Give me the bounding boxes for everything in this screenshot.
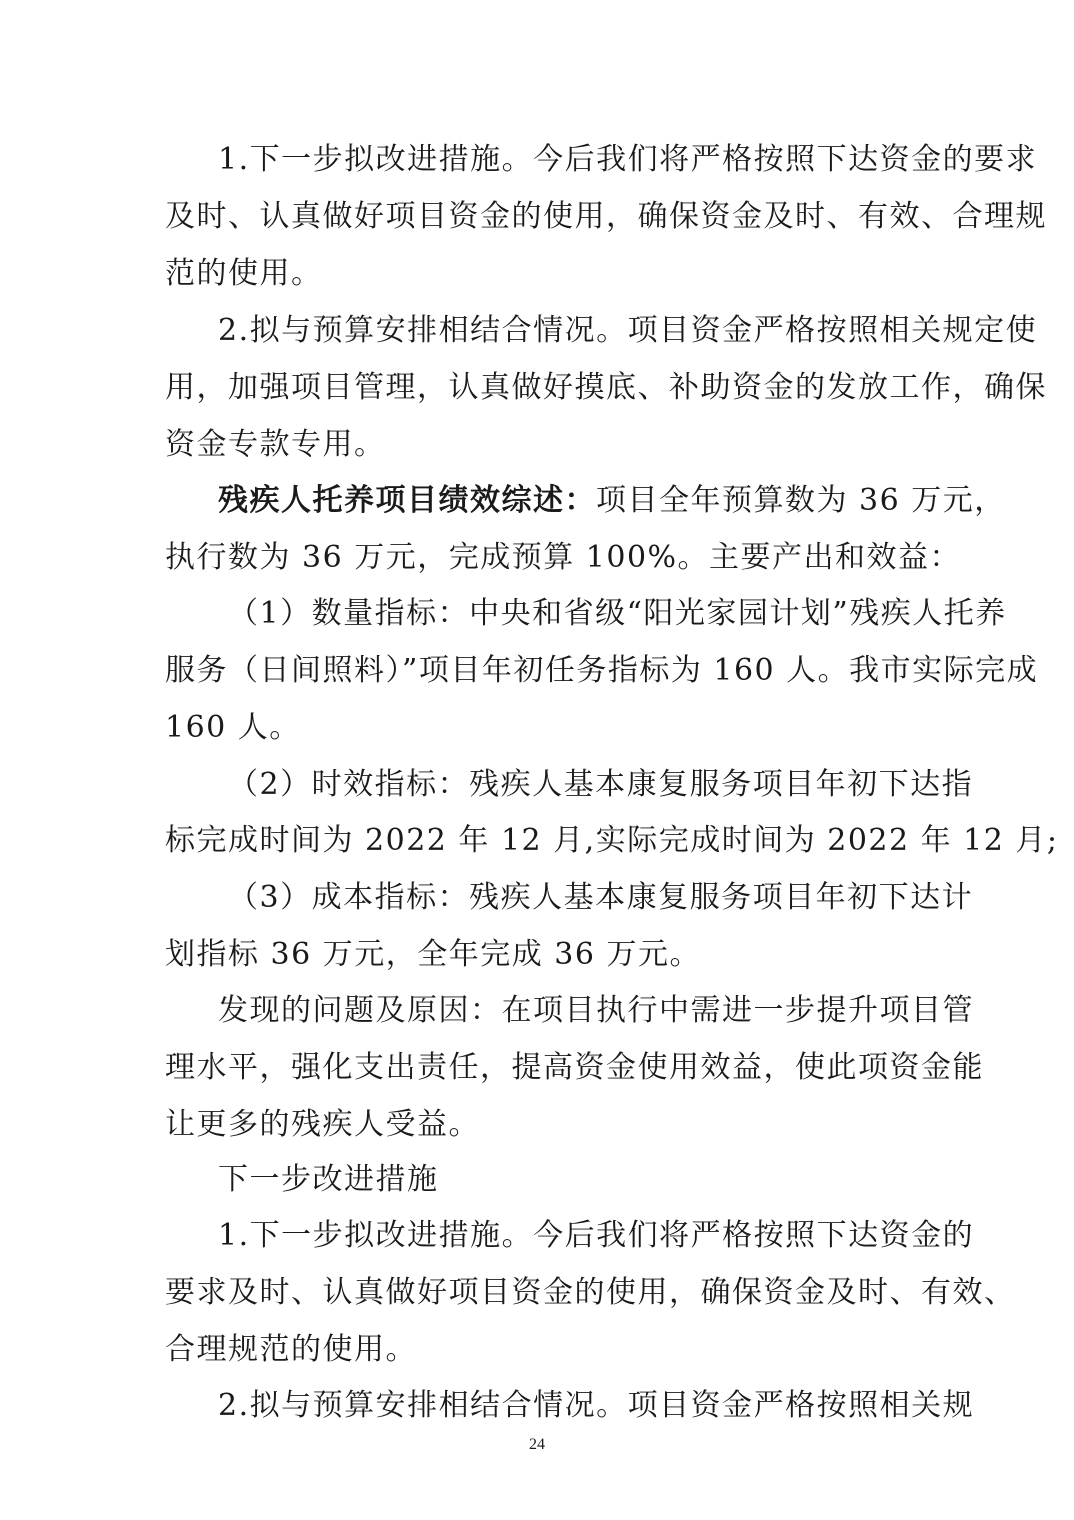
paragraph-line: 理水平，强化支出责任，提高资金使用效益，使此项资金能	[165, 1050, 984, 1085]
paragraph-line: 要求及时、认真做好项目资金的使用，确保资金及时、有效、	[165, 1275, 1016, 1310]
subheading: 下一步改进措施	[218, 1162, 439, 1197]
paragraph-line: 合理规范的使用。	[165, 1332, 417, 1367]
section-heading: 残疾人托养项目绩效综述：	[218, 483, 596, 518]
paragraph-line: 用，加强项目管理，认真做好摸底、补助资金的发放工作，确保	[165, 370, 1047, 405]
paragraph-line: 让更多的残疾人受益。	[165, 1107, 480, 1142]
paragraph-line: 及时、认真做好项目资金的使用，确保资金及时、有效、合理规	[165, 199, 1047, 234]
paragraph-line: 160 人。	[165, 710, 301, 745]
paragraph-line: 服务（日间照料）”项目年初任务指标为 160 人。我市实际完成	[165, 653, 1039, 688]
performance-summary-line	[218, 481, 1006, 521]
page-number: 24	[529, 1436, 545, 1453]
paragraph-line: 2.拟与预算安排相结合情况。项目资金严格按照相关规定使	[218, 313, 1038, 348]
paragraph-line: 1.下一步拟改进措施。今后我们将严格按照下达资金的	[218, 1218, 975, 1253]
paragraph-line: （3）成本指标：残疾人基本康复服务项目年初下达计	[228, 880, 974, 915]
paragraph-line: 范的使用。	[165, 256, 323, 291]
paragraph-line: 2.拟与预算安排相结合情况。项目资金严格按照相关规	[218, 1388, 975, 1423]
summary-text: 项目全年预算数为 36 万元，	[596, 483, 1006, 518]
paragraph-line: 执行数为 36 万元，完成预算 100%。主要产出和效益：	[165, 540, 962, 575]
paragraph-line: （1）数量指标：中央和省级“阳光家园计划”残疾人托养	[228, 596, 1007, 631]
paragraph-line: 发现的问题及原因：在项目执行中需进一步提升项目管	[218, 993, 974, 1028]
paragraph-line: 标完成时间为 2022 年 12 月,实际完成时间为 2022 年 12 月;	[165, 823, 1059, 858]
paragraph-line: 资金专款专用。	[165, 427, 386, 462]
paragraph-line: 1.下一步拟改进措施。今后我们将严格按照下达资金的要求	[218, 142, 1038, 177]
paragraph-line: （2）时效指标：残疾人基本康复服务项目年初下达指	[228, 767, 974, 802]
paragraph-line: 划指标 36 万元，全年完成 36 万元。	[165, 937, 701, 972]
